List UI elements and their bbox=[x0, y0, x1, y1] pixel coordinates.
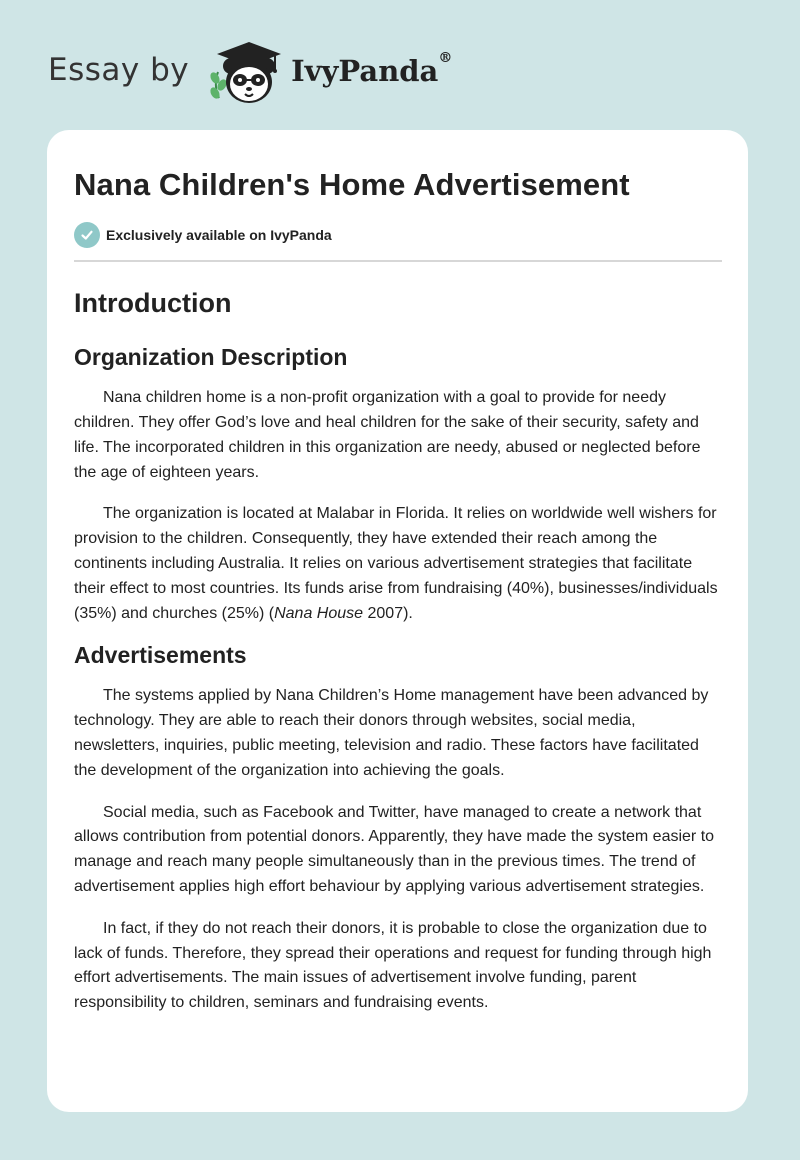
paragraph: In fact, if they do not reach their donors, it is probable to close the organization due to lack of funds. Therefore, they spread their operations and request for funding through high effort advertisements. The main issues of advertisement involve funding, parent responsibility to children, seminars and fundraising events. bbox=[74, 919, 712, 1012]
panda-graduate-icon bbox=[205, 38, 287, 108]
registered-mark: ® bbox=[438, 50, 453, 66]
paragraph: Social media, such as Facebook and Twitter, have managed to create a network that allows contribution from potential donors. Apparently, they have made the system easier to manage and reach many people simultaneously than in the previous times. The trend of advertisement applies high effort behaviour by applying various advertisement strategies. bbox=[74, 803, 715, 895]
subsection-heading-advertisements: Advertisements bbox=[74, 642, 247, 669]
brand-logo[interactable] bbox=[48, 38, 452, 108]
badge-text: Exclusively available on IvyPanda bbox=[106, 227, 332, 244]
paragraph: Nana children home is a non-profit organization with a goal to provide for needy children. They offer God’s love and heal children for the sake of their security, safety and life. The incorporated children in this organization are needy, abused or neglected before the age of eighteen years. bbox=[74, 389, 701, 481]
paragraph: The systems applied by Nana Children’s Home management have been advanced by technology. They are able to reach their donors through websites, social media, newsletters, inquiries, public meeting, television and radio. These factors have facilitated the development of the organization into achieving the goals. bbox=[74, 687, 709, 779]
brand-prefix: Essay by bbox=[48, 52, 190, 88]
section-heading-introduction: Introduction bbox=[74, 288, 232, 319]
subsection-heading-organization-description: Organization Description bbox=[74, 344, 348, 371]
check-icon bbox=[74, 222, 100, 248]
exclusive-badge bbox=[74, 222, 722, 248]
paragraph: The organization is located at Malabar in Florida. It relies on worldwide well wishers for provision to the children. Consequently, they have extended their reach among the continents including Australia. It relies on various advertisement strategies that facilitate their effect to most countries. Its funds arise from fundraising (40%), businesses/individuals (35%) and churches (25%) (Nana House 2007). bbox=[74, 505, 718, 622]
brand-name: IvyPanda® bbox=[291, 50, 453, 88]
divider bbox=[74, 260, 722, 262]
page-title: Nana Children's Home Advertisement bbox=[74, 167, 630, 202]
essay-card bbox=[47, 130, 748, 1112]
citation-source: Nana House bbox=[274, 604, 364, 622]
